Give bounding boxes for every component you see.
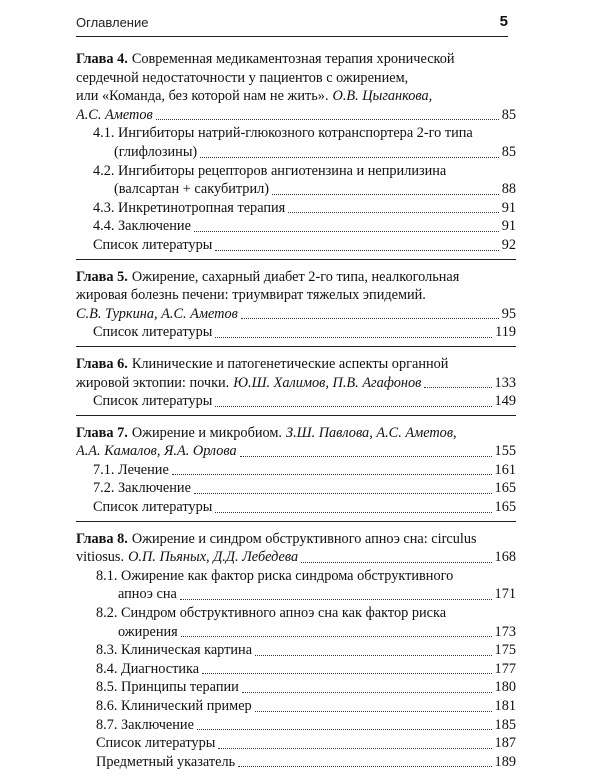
leader-dots — [215, 250, 498, 251]
page-ref: 165 — [494, 480, 516, 497]
page-ref: 189 — [494, 753, 516, 770]
section-title: Предметный указатель — [96, 753, 236, 770]
toc-entry-7-2[interactable] — [76, 479, 516, 498]
chapter-title: Клинические и патогенетические аспекты органной — [131, 355, 449, 372]
chapter-7 — [76, 424, 516, 522]
leader-dots — [272, 194, 499, 195]
chapter-authors: З.Ш. Павлова, А.С. Аметов, — [286, 424, 457, 441]
page-ref: 133 — [494, 374, 516, 391]
leader-dots — [181, 636, 492, 637]
section-title: 4.3. Инкретинотропная терапия — [93, 199, 286, 216]
page-number: 5 — [499, 13, 508, 30]
toc-entry-references[interactable] — [76, 236, 516, 255]
toc-entry-chapter-6[interactable] — [76, 374, 516, 393]
section-title: Список литературы — [93, 393, 213, 410]
toc-entry-8-6[interactable] — [76, 697, 516, 716]
leader-dots — [215, 337, 492, 338]
page-ref: 181 — [494, 698, 516, 714]
chapter-authors: О.В. Цыганкова, — [332, 88, 433, 105]
leader-dots — [218, 748, 491, 749]
leader-dots — [200, 157, 499, 158]
page-ref: 91 — [501, 218, 516, 235]
toc-entry-4-4[interactable] — [76, 217, 516, 236]
chapter-title: vitiosus. — [76, 549, 125, 566]
page-ref: 85 — [501, 106, 516, 123]
chapter-4-title-line[interactable] — [76, 50, 516, 69]
chapter-title: или «Команда, без которой нам не жить». — [76, 88, 329, 105]
leader-dots — [194, 493, 492, 494]
page-ref: 155 — [494, 443, 516, 460]
page-ref: 88 — [501, 181, 516, 198]
toc-entry-4-2[interactable] — [76, 180, 516, 199]
section-title: 7.2. Заключение — [93, 480, 191, 497]
section-title: апноэ сна — [118, 586, 177, 603]
chapter-title: Ожирение, сахарный диабет 2-го типа, неалкогольная — [131, 268, 460, 285]
toc-entry-8-7[interactable] — [76, 716, 516, 735]
section-title: 4.2. Ингибиторы рецепторов ангиотензина и неприлизина — [93, 162, 447, 179]
toc-entry-references[interactable] — [76, 323, 516, 342]
toc-entry-8-4[interactable] — [76, 660, 516, 679]
page-ref: 95 — [501, 305, 516, 322]
chapter-5-title-line[interactable] — [76, 286, 516, 305]
section-title: 8.7. Заключение — [96, 716, 194, 733]
toc-entry-references[interactable] — [76, 392, 516, 411]
leader-dots — [301, 562, 491, 563]
running-head — [76, 14, 508, 37]
chapter-5 — [76, 268, 516, 347]
page-ref: 92 — [501, 236, 516, 253]
chapter-label: Глава 6. — [76, 355, 128, 372]
page-ref: 85 — [501, 143, 516, 160]
toc-entry-8-2[interactable] — [76, 623, 516, 642]
chapter-8 — [76, 530, 516, 776]
toc-entry-chapter-8[interactable] — [76, 548, 516, 567]
leader-dots — [194, 231, 499, 232]
leader-dots — [215, 406, 491, 407]
section-title: Список литературы — [93, 324, 213, 341]
page-ref: 149 — [494, 393, 516, 410]
toc-entry-8-3[interactable] — [76, 641, 516, 660]
section-title: 4.1. Ингибиторы натрий-глюкозного котранспортера 2-го типа — [93, 125, 473, 142]
section-title: 8.6. Клинический пример — [96, 698, 252, 714]
page-ref: 185 — [494, 716, 516, 733]
page-ref: 177 — [494, 660, 516, 677]
toc-entry-4-1[interactable] — [76, 143, 516, 162]
chapter-label: Глава 8. — [76, 530, 128, 547]
chapter-title: жировой эктопии: почки. — [76, 374, 230, 391]
toc-entry-7-1[interactable] — [76, 461, 516, 480]
toc-entry-subject-index[interactable] — [76, 753, 516, 772]
toc-entry-chapter-4[interactable] — [76, 106, 516, 125]
page-ref: 175 — [494, 642, 516, 659]
toc-entry-chapter-7[interactable] — [76, 442, 516, 461]
chapter-label: Глава 7. — [76, 424, 128, 441]
chapter-6 — [76, 355, 516, 416]
chapter-6-title-line[interactable] — [76, 355, 516, 374]
section-title: 8.3. Клиническая картина — [96, 642, 253, 659]
page-ref: 187 — [494, 735, 516, 752]
chapter-authors: О.П. Пьяных, Д.Д. Лебедева — [128, 549, 299, 566]
chapter-4 — [76, 50, 516, 260]
section-title: 7.1. Лечение — [93, 461, 169, 478]
leader-dots — [197, 729, 492, 730]
page-ref: 180 — [494, 679, 516, 696]
leader-dots — [255, 655, 492, 656]
section-title: (валсартан + сакубитрил) — [114, 181, 269, 198]
toc-entry-8-2[interactable] — [76, 604, 516, 623]
leader-dots — [424, 387, 491, 388]
page-ref: 119 — [495, 324, 516, 341]
section-title: ожирения — [118, 623, 178, 640]
leader-dots — [242, 692, 492, 693]
toc-entry-8-5[interactable] — [76, 678, 516, 697]
toc-entry-chapter-5[interactable] — [76, 305, 516, 324]
chapter-authors: С.В. Туркина, А.С. Аметов — [76, 305, 238, 322]
leader-dots — [172, 474, 492, 475]
section-title: 8.1. Ожирение как фактор риска синдрома обструктивного — [96, 567, 454, 584]
toc-entry-4-3[interactable] — [76, 199, 516, 218]
chapter-authors: А.С. Аметов — [76, 106, 153, 123]
toc-entry-8-1[interactable] — [76, 585, 516, 604]
section-title: Список литературы — [96, 735, 216, 752]
running-title: Оглавление — [76, 15, 149, 30]
chapter-title: жировая болезнь печени: триумвират тяжелых эпидемий. — [76, 287, 426, 304]
leader-dots — [156, 119, 499, 120]
leader-dots — [180, 599, 492, 600]
toc-entry-4-1[interactable] — [76, 124, 516, 143]
page-ref: 173 — [494, 623, 516, 640]
leader-dots — [202, 673, 491, 674]
section-title: 4.4. Заключение — [93, 218, 191, 235]
chapter-5-title-line[interactable] — [76, 268, 516, 287]
leader-dots — [215, 512, 491, 513]
page-ref: 91 — [501, 199, 516, 216]
table-of-contents — [76, 50, 516, 783]
section-title: 8.2. Синдром обструктивного апноэ сна как фактор риска — [96, 605, 447, 622]
page-ref: 161 — [494, 461, 516, 478]
chapter-7-title-line[interactable] — [76, 424, 516, 443]
toc-entry-4-2[interactable] — [76, 162, 516, 181]
leader-dots — [240, 456, 492, 457]
section-title: 8.4. Диагностика — [96, 660, 200, 677]
section-title: Список литературы — [93, 499, 213, 516]
chapter-title: Ожирение и микробиом. — [131, 424, 282, 441]
toc-entry-8-1[interactable] — [76, 567, 516, 586]
chapter-title: Ожирение и синдром обструктивного апноэ сна: circulus — [131, 530, 477, 547]
leader-dots — [241, 318, 499, 319]
section-title: (глифлозины) — [114, 143, 198, 160]
chapter-authors: Ю.Ш. Халимов, П.В. Агафонов — [233, 374, 422, 391]
page-ref: 168 — [494, 549, 516, 566]
chapter-label: Глава 5. — [76, 268, 128, 285]
chapter-label: Глава 4. — [76, 51, 128, 67]
chapter-authors: А.А. Камалов, Я.А. Орлова — [76, 443, 237, 460]
section-title: 8.5. Принципы терапии — [96, 679, 239, 696]
page-ref: 171 — [494, 586, 516, 603]
chapter-8-title-line[interactable] — [76, 530, 516, 549]
chapter-title: сердечной недостаточности у пациентов с ожирением, — [76, 69, 409, 86]
chapter-title: Современная медикаментозная терапия хронической — [131, 51, 455, 67]
leader-dots — [288, 212, 498, 213]
page-ref: 165 — [494, 499, 516, 516]
chapter-4-title-line[interactable] — [76, 87, 516, 106]
chapter-4-title-line[interactable] — [76, 69, 516, 88]
leader-dots — [255, 711, 492, 712]
section-title: Список литературы — [93, 236, 213, 253]
leader-dots — [238, 766, 491, 767]
toc-entry-references[interactable] — [76, 498, 516, 517]
